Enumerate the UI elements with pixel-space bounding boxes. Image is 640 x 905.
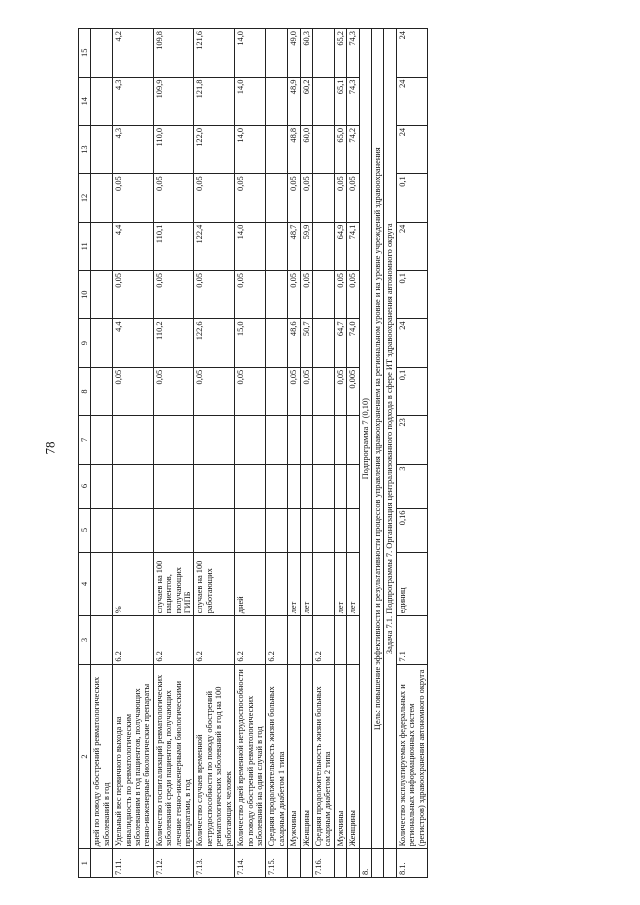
table-cell: лет	[334, 552, 346, 616]
table-cell	[194, 464, 235, 508]
table-cell: 110,2	[153, 319, 194, 367]
table-cell: 0,05	[334, 174, 346, 222]
table-cell	[91, 222, 113, 270]
table-cell: 74,0	[347, 319, 359, 367]
table-cell: 110,1	[153, 222, 194, 270]
table-cell: 64,9	[334, 222, 346, 270]
table-cell	[334, 416, 346, 464]
table-cell: 4,2	[113, 29, 154, 78]
table-cell: 0,005	[347, 367, 359, 415]
table-cell: 74,3	[347, 29, 359, 78]
indicator-name: Количество случаев временной нетрудоспособности по поводу обострений ревматологических заболеваний в год на 100 работающих человек	[194, 664, 235, 849]
table-cell	[91, 77, 113, 125]
table-cell	[300, 416, 312, 464]
table-cell	[312, 222, 334, 270]
section-row	[371, 29, 383, 878]
table-cell: 109,9	[153, 77, 194, 125]
table-cell	[266, 464, 288, 508]
table-cell	[266, 319, 288, 367]
header-cell: 12	[79, 174, 91, 222]
table-cell: 0,1	[396, 271, 427, 319]
table-cell	[266, 271, 288, 319]
table-cell	[235, 464, 266, 508]
table-cell	[91, 174, 113, 222]
row-number	[288, 849, 300, 878]
table-cell: 74,1	[347, 222, 359, 270]
table-cell: 24	[396, 319, 427, 367]
table-cell: 6.2	[266, 616, 288, 664]
section-number: 8.	[359, 849, 371, 878]
table-cell	[266, 125, 288, 173]
header-cell: 4	[79, 552, 91, 616]
table-cell	[153, 416, 194, 464]
header-cell: 7	[79, 416, 91, 464]
section-row	[384, 29, 396, 878]
table-cell: 65,1	[334, 77, 346, 125]
table-cell	[288, 416, 300, 464]
table-cell	[334, 616, 346, 664]
section-title: Цель: повышение эффективности и результативности процессов управления здравоохранением на региональном уровне и на уровне учреждений здравоохранения	[371, 29, 383, 849]
table-cell: 0,05	[300, 174, 312, 222]
row-number	[334, 849, 346, 878]
indicators-table	[78, 28, 428, 878]
table-cell	[153, 508, 194, 552]
table-cell	[91, 125, 113, 173]
section-title: Задача 7.1. Подпрограммы 7. Организация централизованного подхода в сфере ИТ здравоохранения автономного округа	[384, 29, 396, 849]
table-cell: %	[113, 552, 154, 616]
table-cell: 4,3	[113, 77, 154, 125]
table-cell	[91, 319, 113, 367]
row-number: 7.11.	[113, 849, 154, 878]
header-cell: 9	[79, 319, 91, 367]
table-cell	[312, 508, 334, 552]
table-cell: 60,2	[300, 77, 312, 125]
table-cell	[347, 464, 359, 508]
table-cell: 122,0	[194, 125, 235, 173]
table-row	[288, 29, 300, 878]
header-cell: 5	[79, 508, 91, 552]
table-cell	[91, 271, 113, 319]
table-cell	[334, 464, 346, 508]
table-cell: 14,0	[235, 77, 266, 125]
header-cell: 11	[79, 222, 91, 270]
table-cell: 48,8	[288, 125, 300, 173]
table-cell: 6.2	[312, 616, 334, 664]
indicator-name: Женщины	[300, 664, 312, 849]
table-cell	[91, 29, 113, 78]
table-cell: 4,3	[113, 125, 154, 173]
table-cell: 122,6	[194, 319, 235, 367]
table-cell	[91, 508, 113, 552]
table-cell: 0,05	[113, 174, 154, 222]
table-cell: 65,0	[334, 125, 346, 173]
table-cell	[347, 416, 359, 464]
table-cell	[113, 416, 154, 464]
table-cell	[312, 319, 334, 367]
table-row	[113, 29, 154, 878]
indicator-name: Удельный вес первичного выхода на инвалидность по ревматологическим заболеваниям в год пациентов, получающих генно-инженерные биологические препараты	[113, 664, 154, 849]
header-cell: 1	[79, 849, 91, 878]
header-cell: 2	[79, 664, 91, 849]
table-cell: 74,3	[347, 77, 359, 125]
table-cell: 0,05	[347, 174, 359, 222]
table-row	[235, 29, 266, 878]
table-cell: 24	[396, 125, 427, 173]
table-cell: 24	[396, 77, 427, 125]
table-cell	[113, 508, 154, 552]
table-cell	[347, 508, 359, 552]
row-number: 7.15.	[266, 849, 288, 878]
table-cell: 49,0	[288, 29, 300, 78]
table-cell: 0,05	[347, 271, 359, 319]
table-cell	[91, 464, 113, 508]
table-cell: 3	[396, 464, 427, 508]
table-cell	[312, 174, 334, 222]
table-cell	[334, 508, 346, 552]
table-cell: 6.2	[153, 616, 194, 664]
table-cell: 14,0	[235, 125, 266, 173]
indicator-name: Количество эксплуатируемых федеральных и региональных информационных систем (регистров) здравоохранения автономного округа	[396, 664, 427, 849]
table-cell: 65,2	[334, 29, 346, 78]
table-row	[347, 29, 359, 878]
table-cell	[312, 271, 334, 319]
table-cell: 0,05	[300, 367, 312, 415]
table-cell: единиц	[396, 552, 427, 616]
table-cell: 48,7	[288, 222, 300, 270]
table-cell: 109,8	[153, 29, 194, 78]
table-cell	[266, 29, 288, 78]
section-row	[359, 29, 371, 878]
table-cell: 0,05	[288, 271, 300, 319]
table-cell: 121,6	[194, 29, 235, 78]
table-cell: 0,05	[235, 174, 266, 222]
header-cell: 8	[79, 367, 91, 415]
table-cell	[266, 174, 288, 222]
header-cell: 15	[79, 29, 91, 78]
indicator-name: дней по поводу обострений ревматологических заболеваний в год	[91, 664, 113, 849]
table-cell	[91, 616, 113, 664]
header-cell: 10	[79, 271, 91, 319]
header-cell: 14	[79, 77, 91, 125]
table-cell: 60,3	[300, 29, 312, 78]
table-row	[91, 29, 113, 878]
table-cell	[194, 508, 235, 552]
table-cell	[312, 125, 334, 173]
table-cell	[266, 416, 288, 464]
table-cell	[347, 616, 359, 664]
section-title: Подпрограмма 7 (0,10)	[359, 29, 371, 849]
table-row	[312, 29, 334, 878]
table-cell	[194, 416, 235, 464]
table-cell	[153, 464, 194, 508]
table-cell	[312, 464, 334, 508]
table-cell: 64,7	[334, 319, 346, 367]
row-number: 8.1.	[396, 849, 427, 878]
indicator-name: Количество дней временной нетрудоспособности по поводу обострений ревматологических заболеваний на один случай в год	[235, 664, 266, 849]
table-cell: 24	[396, 222, 427, 270]
table-cell	[288, 616, 300, 664]
table-cell	[266, 367, 288, 415]
table-cell: 0,05	[194, 174, 235, 222]
table-cell	[288, 508, 300, 552]
row-number: 7.16.	[312, 849, 334, 878]
table-cell: 0,05	[113, 271, 154, 319]
table-cell: 0,05	[113, 367, 154, 415]
indicator-name: Мужчины	[334, 664, 346, 849]
section-number	[371, 849, 383, 878]
header-cell: 6	[79, 464, 91, 508]
table-cell: 0,05	[153, 174, 194, 222]
table-cell	[91, 367, 113, 415]
table-cell	[266, 552, 288, 616]
table-cell: лет	[347, 552, 359, 616]
table-cell: 59,9	[300, 222, 312, 270]
table-cell: 0,05	[194, 271, 235, 319]
table-row	[396, 29, 427, 878]
table-cell: 48,6	[288, 319, 300, 367]
table-cell	[266, 77, 288, 125]
table-cell: 15,0	[235, 319, 266, 367]
table-cell	[113, 464, 154, 508]
table-row	[266, 29, 288, 878]
section-number	[384, 849, 396, 878]
indicator-name: Средняя продолжительность жизни больных сахарным диабетом 2 типа	[312, 664, 334, 849]
table-cell: 4,4	[113, 222, 154, 270]
table-cell: 0,05	[153, 367, 194, 415]
table-cell: 122,4	[194, 222, 235, 270]
table-cell: 6.2	[194, 616, 235, 664]
table-cell: 74,2	[347, 125, 359, 173]
table-cell	[300, 508, 312, 552]
row-number	[91, 849, 113, 878]
table-cell: 0,05	[288, 174, 300, 222]
table-cell: 7.1	[396, 616, 427, 664]
table-cell: 0,05	[300, 271, 312, 319]
table-cell: 0,05	[235, 367, 266, 415]
table-cell: дней	[235, 552, 266, 616]
table-row	[194, 29, 235, 878]
table-cell	[266, 222, 288, 270]
table-cell: 14,0	[235, 29, 266, 78]
row-number: 7.12.	[153, 849, 194, 878]
table-cell: 0,1	[396, 367, 427, 415]
table-cell	[266, 508, 288, 552]
table-cell	[288, 464, 300, 508]
table-cell	[312, 367, 334, 415]
table-cell	[300, 616, 312, 664]
table-cell: лет	[300, 552, 312, 616]
table-cell: 110,0	[153, 125, 194, 173]
table-cell	[235, 416, 266, 464]
page-number: 78	[42, 441, 58, 455]
table-cell: 0,05	[334, 367, 346, 415]
table-cell: 0,05	[153, 271, 194, 319]
table-cell: 24	[396, 29, 427, 78]
table-cell: 121,8	[194, 77, 235, 125]
table-cell: 0,05	[288, 367, 300, 415]
table-cell: 23	[396, 416, 427, 464]
table-cell	[312, 29, 334, 78]
table-cell: 60,0	[300, 125, 312, 173]
table-cell: 0,1	[396, 174, 427, 222]
indicator-name: Мужчины	[288, 664, 300, 849]
header-cell: 13	[79, 125, 91, 173]
row-number	[300, 849, 312, 878]
indicator-name: Средняя продолжительность жизни больных сахарным диабетом 1 типа	[266, 664, 288, 849]
table-row	[334, 29, 346, 878]
table-cell: 6.2	[235, 616, 266, 664]
row-number: 7.14.	[235, 849, 266, 878]
table-cell	[312, 77, 334, 125]
table-cell: лет	[288, 552, 300, 616]
table-cell: 0,05	[334, 271, 346, 319]
rotated-table-container	[78, 28, 548, 878]
row-number	[347, 849, 359, 878]
indicator-name: Женщины	[347, 664, 359, 849]
table-cell	[300, 464, 312, 508]
row-number: 7.13.	[194, 849, 235, 878]
table-cell	[91, 416, 113, 464]
table-cell	[91, 552, 113, 616]
table-cell: 48,9	[288, 77, 300, 125]
table-cell: 6.2	[113, 616, 154, 664]
table-cell	[312, 552, 334, 616]
table-cell: случаев на 100 пациентов, получающих ГИПБ	[153, 552, 194, 616]
indicator-name: Количество госпитализаций ревматологических заболеваний среди пациентов, получающих лечение генно-инженерными биологическими препаратами, в год	[153, 664, 194, 849]
table-cell	[235, 508, 266, 552]
table-row	[300, 29, 312, 878]
table-cell: 0,16	[396, 508, 427, 552]
header-cell: 3	[79, 616, 91, 664]
table-cell: 0,05	[235, 271, 266, 319]
table-cell: 50,7	[300, 319, 312, 367]
table-cell: 14,0	[235, 222, 266, 270]
header-row	[79, 29, 91, 878]
table-cell: 4,4	[113, 319, 154, 367]
table-row	[153, 29, 194, 878]
table-cell: случаев на 100 работающих	[194, 552, 235, 616]
table-cell	[312, 416, 334, 464]
table-cell: 0,05	[194, 367, 235, 415]
